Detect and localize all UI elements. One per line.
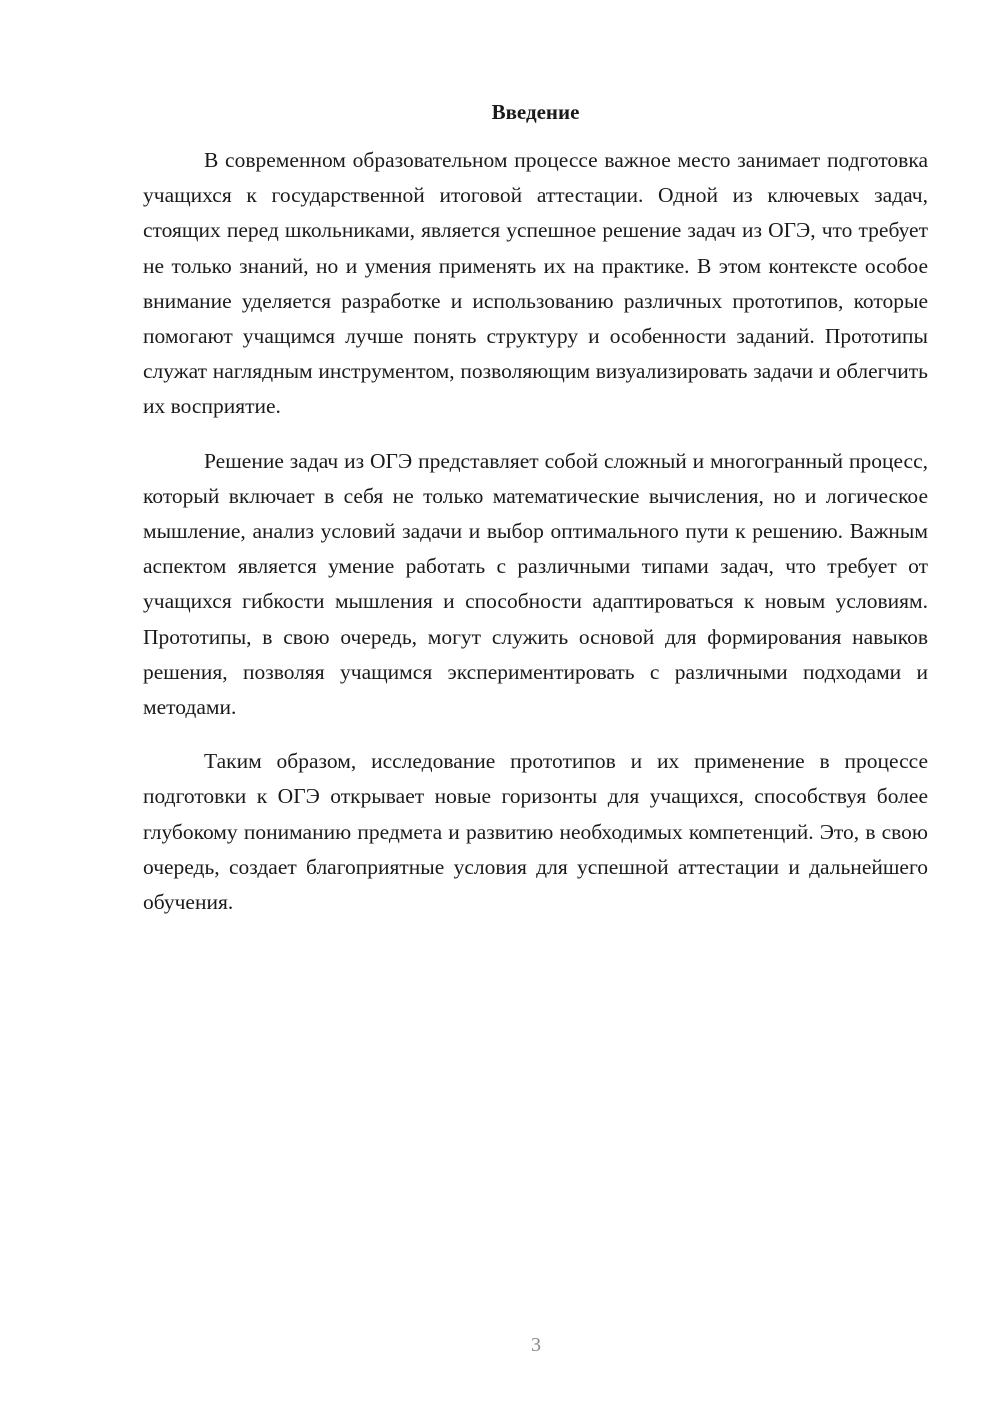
paragraph-problem-solving: Решение задач из ОГЭ представляет собой сложный и многогранный процесс, который включает в себя не только математические вычисления, но и логическое мышление, анализ условий задачи и выбор оптимального пути к решению. Важным аспектом является умение работать с различными типами задач, что требует от учащихся гибкости мышления и способности адаптироваться к новым условиям. Прототипы, в свою очередь, могут служить основой для формирования навыков решения, позволяя учащимся экспериментировать с различными подходами и методами. (143, 448, 928, 720)
paragraph-intro: В современном образовательном процессе важное место занимает подготовка учащихся к государственной итоговой аттестации. Одной из ключевых задач, стоящих перед школьниками, является успешное решение задач из ОГЭ, что требует не только знаний, но и умения применять их на практике. В этом контексте особое внимание уделяется разработке и использованию различных прототипов, которые помогают учащимся лучше понять структуру и особенности заданий. Прототипы служат наглядным инструментом, позволяющим визуализировать задачи и облегчить их восприятие. (143, 148, 928, 419)
paragraph-conclusion: Таким образом, исследование прототипов и их применение в процессе подготовки к ОГЭ открывает новые горизонты для учащихся, способствуя более глубокому пониманию предмета и развитию необходимых компетенций. Это, в свою очередь, создает благоприятные условия для успешной аттестации и дальнейшего обучения. (143, 749, 928, 915)
page-title: Введение (491, 100, 580, 124)
body-text (143, 143, 928, 920)
page-number: 3 (531, 1334, 541, 1356)
